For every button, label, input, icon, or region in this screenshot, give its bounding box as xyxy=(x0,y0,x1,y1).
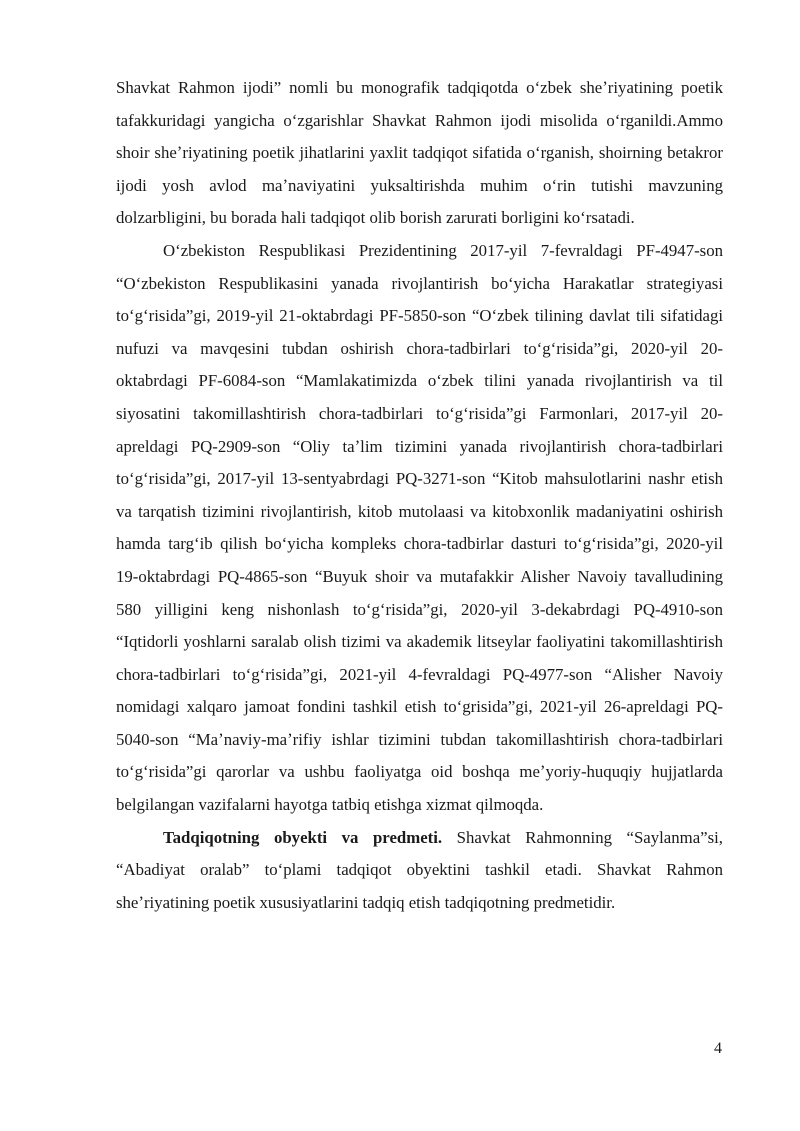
legal-references-paragraph: Oʻzbekiston Respublikasi Prezidentining 2017-yil 7-fevraldagi PF-4947-son “Oʻzbekiston Respublikasini yanada rivojlantirish boʻyicha Harakatlar strategiyasi toʻgʻrisida”gi, 2019-yil 21-oktabrdagi PF-5850-son “Oʻzbek tilining davlat tili sifatidagi nufuzi va mavqesini tubdan oshirish chora-tadbirlari toʻgʻrisida”gi, 2020-yil 20-oktabrdagi PF-6084-son “Mamlakatimizda oʻzbek tilini yanada rivojlantirish va til siyosatini takomillashtirish chora-tadbirlari toʻgʻrisida”gi Farmonlari, 2017-yil 20-apreldagi PQ-2909-son “Oliy taʼlim tizimini yanada rivojlantirish chora-tadbirlari toʻgʻrisida”gi, 2017-yil 13-sentyabrdagi PQ-3271-son “Kitob mahsulotlarini nashr etish va tarqatish tizimini rivojlantirish, kitob mutolaasi va kitobxonlik madaniyatini oshirish hamda targʻib qilish boʻyicha kompleks chora-tadbirlar dasturi toʻgʻrisida”gi, 2020-yil 19-oktabrdagi PQ-4865-son “Buyuk shoir va mutafakkir Alisher Navoiy tavalludining 580 yilligini keng nishonlash toʻgʻrisida”gi, 2020-yil 3-dekabrdagi PQ-4910-son “Iqtidorli yoshlarni saralab olish tizimi va akademik litseylar faoliyatini takomillashtirish chora-tadbirlari toʻgʻrisida”gi, 2021-yil 4-fevraldagi PQ-4977-son “Alisher Navoiy nomidagi xalqaro jamoat fondini tashkil etish toʻgrisida”gi, 2021-yil 26-apreldagi PQ-5040-son “Maʼnaviy-maʼrifiy ishlar tizimini tubdan takomillashtirish chora-tadbirlari toʻgʻrisida”gi qarorlar va ushbu faoliyatga oid boshqa meʼyoriy-huquqiy hujjatlarda belgilangan vazifalarni hayotga tatbiq etishga xizmat qilmoqda. xyxy=(116,240,723,815)
page-number: 4 xyxy=(714,1040,722,1057)
research-object-paragraph xyxy=(116,822,723,920)
section-body: Shavkat Rahmonning “Saylanma”si, “Abadiyat oralab” toʻplami tadqiqot obyektini tashkil etadi. Shavkat Rahmon sheʼriyatining poetik xususiyatlarini tadqiq etish tadqiqotning predmetidir. xyxy=(116,827,723,912)
intro-paragraph: Shavkat Rahmon ijodi” nomli bu monografik tadqiqotda oʻzbek sheʼriyatining poetik tafakkuridagi yangicha oʻzgarishlar Shavkat Rahmon ijodi misolida oʻrganildi.Ammo shoir sheʼriyatining poetik jihatlarini yaxlit tadqiqot sifatida oʻrganish, shoirning betakror ijodi yosh avlod maʼnaviyatini yuksaltirishda muhim oʻrin tutishi mavzuning dolzarbligini, bu borada hali tadqiqot olib borish zarurati borligini koʻrsatadi. xyxy=(116,78,723,228)
section-heading: Tadqiqotning obyekti va predmeti. xyxy=(163,827,443,847)
document-body xyxy=(116,72,723,919)
